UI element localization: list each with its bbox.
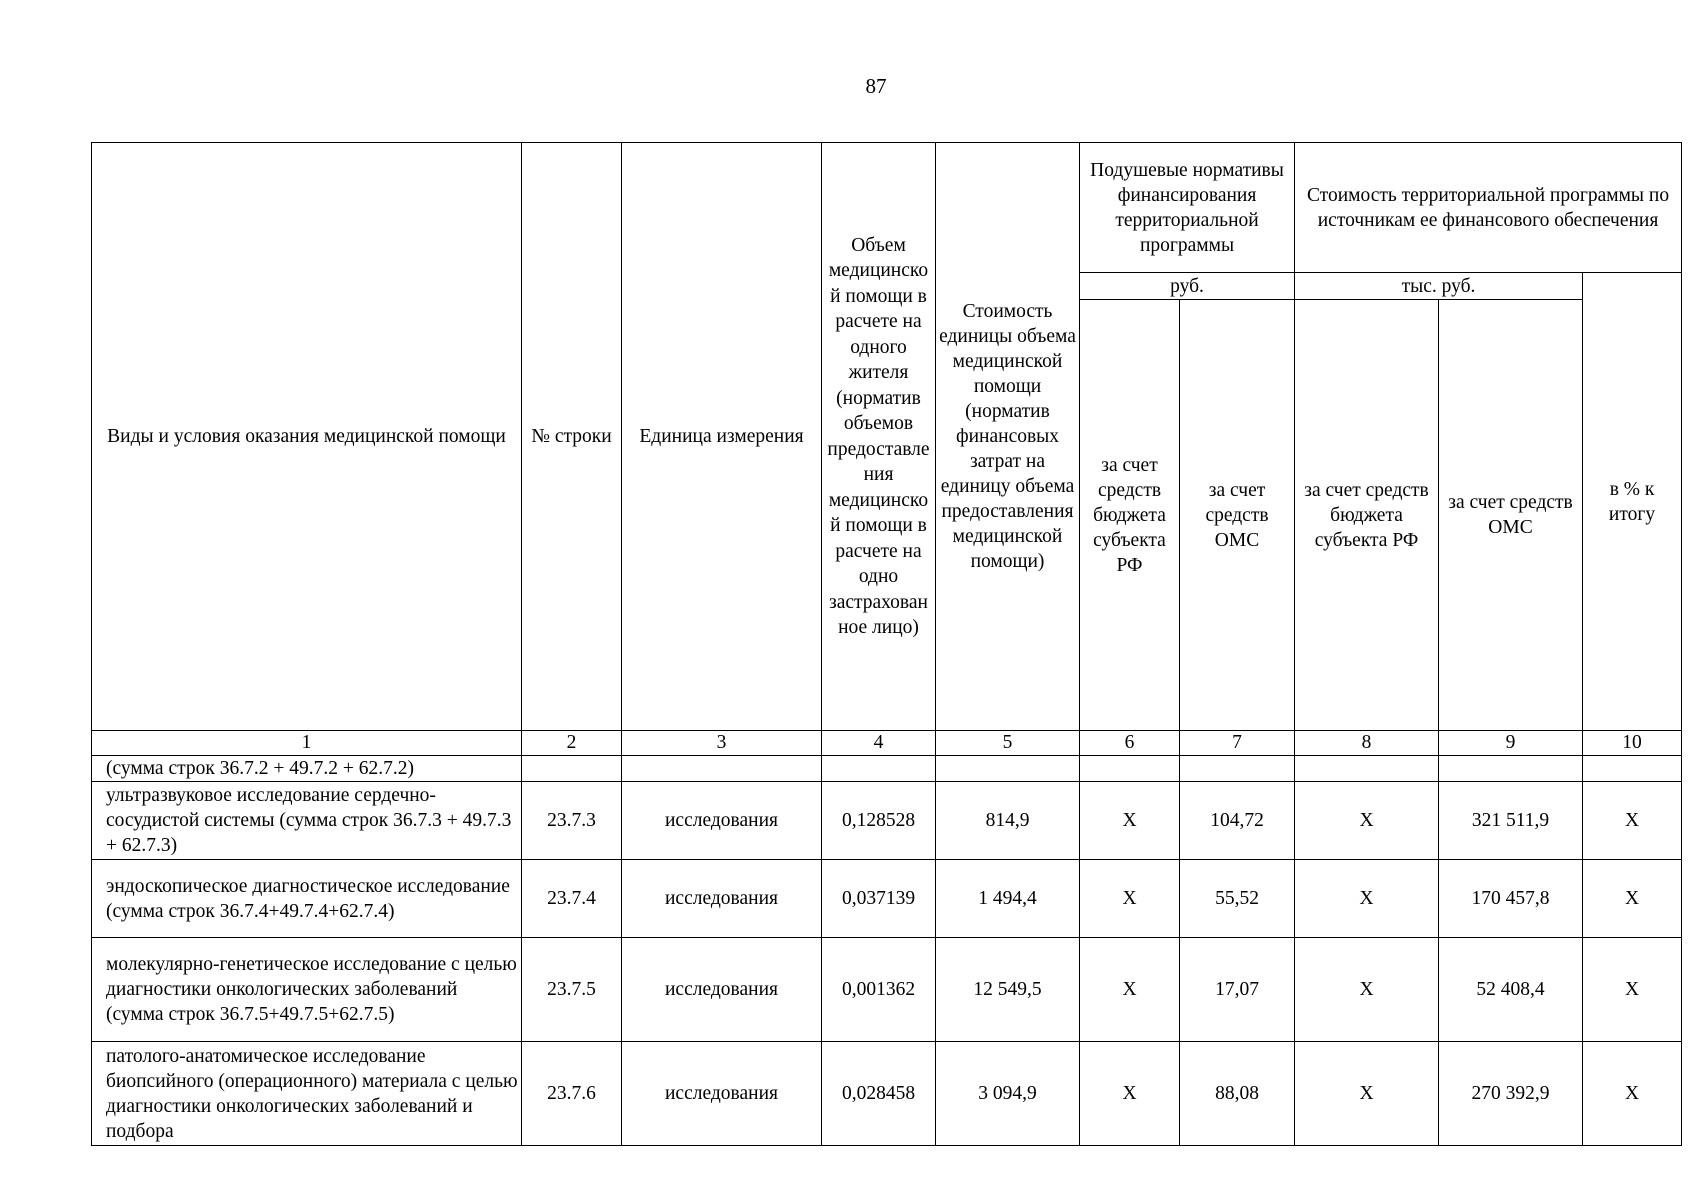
header-percent: в % к итогу (1583, 273, 1682, 731)
row-unit: исследования (622, 782, 822, 860)
row-pc-oms: 104,72 (1180, 782, 1295, 860)
row-pc-oms: 55,52 (1180, 860, 1295, 938)
row-line: 23.7.3 (522, 782, 622, 860)
row-cost-oms: 321 511,9 (1439, 782, 1583, 860)
row-volume: 0,028458 (822, 1042, 936, 1146)
header-cost-budget: за счет средств бюджета субъекта РФ (1295, 300, 1439, 731)
page-number: 87 (865, 74, 887, 98)
column-number: 2 (522, 731, 622, 756)
column-number: 9 (1439, 731, 1583, 756)
column-number: 7 (1180, 731, 1295, 756)
column-number: 4 (822, 731, 936, 756)
row-pc-budget: X (1080, 938, 1180, 1042)
row-pc-budget: X (1080, 782, 1180, 860)
row-unit: исследования (622, 860, 822, 938)
row-unit-cost: 3 094,9 (936, 1042, 1080, 1146)
column-number: 3 (622, 731, 822, 756)
row-cost-budget: X (1295, 782, 1439, 860)
column-number: 10 (1583, 731, 1682, 756)
column-number-row (92, 731, 1682, 756)
empty-cell (1295, 756, 1439, 782)
row-line: 23.7.5 (522, 938, 622, 1042)
table-row (92, 782, 1682, 860)
row-line: 23.7.6 (522, 1042, 622, 1146)
header-unit-rub: руб. (1080, 273, 1295, 300)
row-cost-oms: 52 408,4 (1439, 938, 1583, 1042)
header-line-number: № строки (522, 143, 622, 731)
row-name: ультразвуковое исследование сердечно-сосудистой системы (сумма строк 36.7.3 + 49.7.3 + 62.7.3) (92, 782, 522, 860)
header-per-capita-group: Подушевые нормативы финансирования территориальной программы (1080, 143, 1295, 273)
row-cost-budget: X (1295, 1042, 1439, 1146)
empty-cell (1180, 756, 1295, 782)
empty-cell (936, 756, 1080, 782)
row-unit: исследования (622, 1042, 822, 1146)
empty-cell (1583, 756, 1682, 782)
column-number: 8 (1295, 731, 1439, 756)
row-cost-budget: X (1295, 938, 1439, 1042)
header-volume: Объем медицинской помощи в расчете на одного жителя (норматив объемов предоставления медицинской помощи в расчете на одно застрахованное лицо) (822, 143, 936, 731)
header-unit: Единица измерения (622, 143, 822, 731)
empty-cell (1080, 756, 1180, 782)
row-cost-oms: 270 392,9 (1439, 1042, 1583, 1146)
row-percent: X (1583, 938, 1682, 1042)
row-percent: X (1583, 782, 1682, 860)
row-name: патолого-анатомическое исследование биопсийного (операционного) материала с целью диагностики онкологических заболеваний и подбора (92, 1042, 522, 1146)
column-number: 5 (936, 731, 1080, 756)
empty-cell (522, 756, 622, 782)
row-volume: 0,128528 (822, 782, 936, 860)
financing-table (91, 142, 1682, 1146)
row-volume: 0,037139 (822, 860, 936, 938)
header-cost-oms: за счет средств ОМС (1439, 300, 1583, 731)
row-pc-oms: 88,08 (1180, 1042, 1295, 1146)
row-pc-budget: X (1080, 1042, 1180, 1146)
row-line: 23.7.4 (522, 860, 622, 938)
row-name: молекулярно-генетическое исследование с целью диагностики онкологических заболеваний (сумма строк 36.7.5+49.7.5+62.7.5) (92, 938, 522, 1042)
row-percent: X (1583, 1042, 1682, 1146)
row-cost-oms: 170 457,8 (1439, 860, 1583, 938)
empty-cell (622, 756, 822, 782)
header-kind-of-care: Виды и условия оказания медицинской помощи (92, 143, 522, 731)
table-row (92, 938, 1682, 1042)
header-cost-group: Стоимость территориальной программы по источникам ее финансового обеспечения (1295, 143, 1682, 273)
row-unit: исследования (622, 938, 822, 1042)
table-row (92, 860, 1682, 938)
header-row-1 (92, 143, 1682, 273)
header-pc-oms: за счет средств ОМС (1180, 300, 1295, 731)
header-unit-thousand-rub: тыс. руб. (1295, 273, 1583, 300)
continuation-row (92, 756, 1682, 782)
column-number: 1 (92, 731, 522, 756)
row-unit-cost: 1 494,4 (936, 860, 1080, 938)
table-row (92, 1042, 1682, 1146)
header-unit-cost: Стоимость единицы объема медицинской помощи (норматив финансовых затрат на единицу объема предоставления медицинской помощи) (936, 143, 1080, 731)
header-pc-budget: за счет средств бюджета субъекта РФ (1080, 300, 1180, 731)
column-number: 6 (1080, 731, 1180, 756)
empty-cell (822, 756, 936, 782)
continuation-text: (сумма строк 36.7.2 + 49.7.2 + 62.7.2) (92, 756, 522, 782)
row-cost-budget: X (1295, 860, 1439, 938)
row-percent: X (1583, 860, 1682, 938)
row-name: эндоскопическое диагностическое исследование (сумма строк 36.7.4+49.7.4+62.7.4) (92, 860, 522, 938)
row-pc-budget: X (1080, 860, 1180, 938)
row-pc-oms: 17,07 (1180, 938, 1295, 1042)
row-unit-cost: 12 549,5 (936, 938, 1080, 1042)
row-volume: 0,001362 (822, 938, 936, 1042)
empty-cell (1439, 756, 1583, 782)
row-unit-cost: 814,9 (936, 782, 1080, 860)
